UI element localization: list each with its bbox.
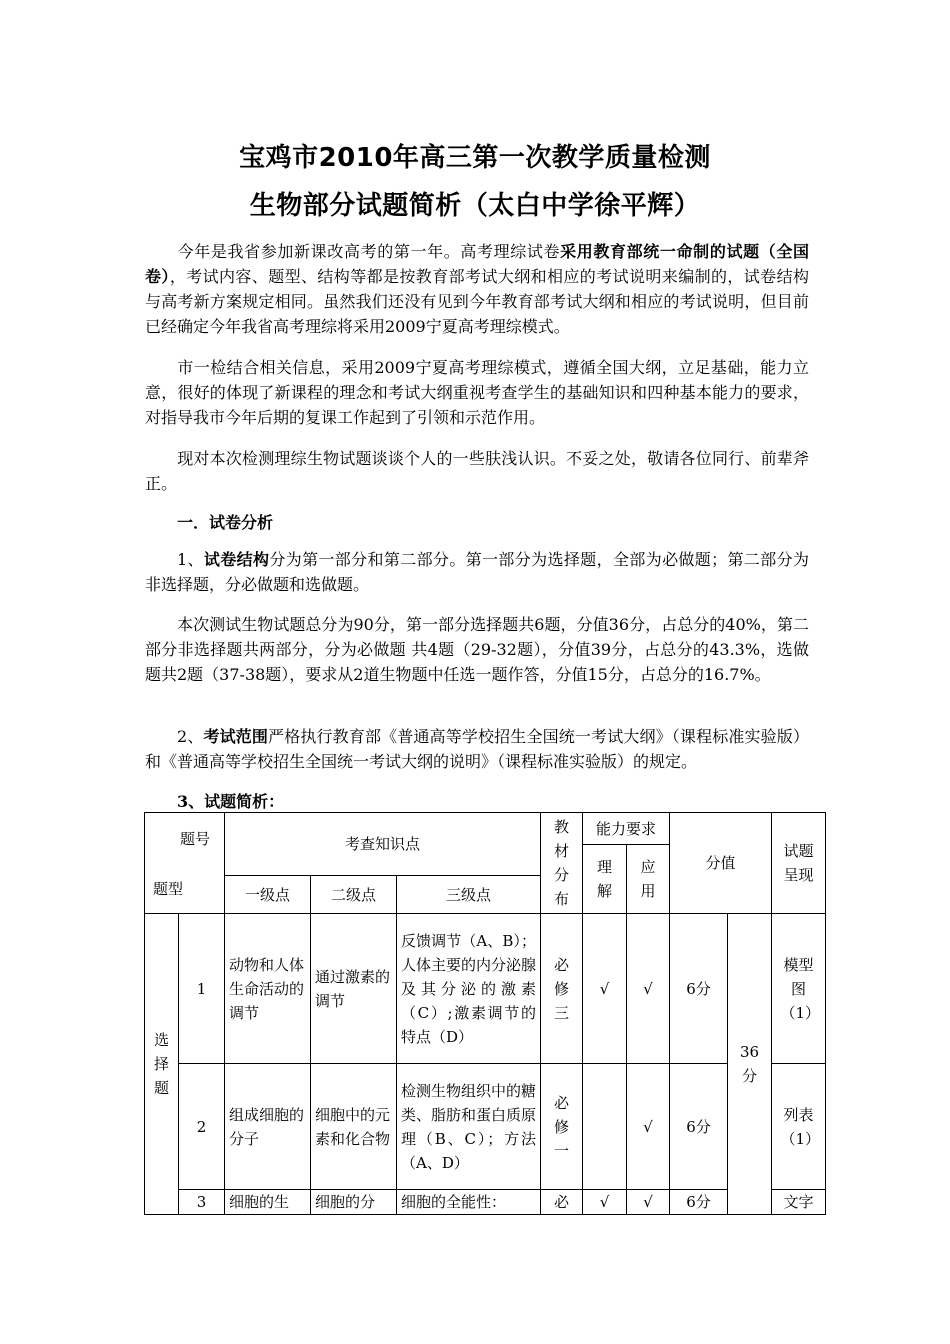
paragraph-exam-overview: 市一检结合相关信息，采用2009宁夏高考理综模式，遵循全国大纲，立足基础，能力立意，很好的体现了新课程的理念和考试大纲重视考查学生的基础知识和四种基本能力的要求，对指导我市今年后期的复课工作起到了引领和示范作用。 [145,358,809,427]
textbook: 必 [541,1190,583,1215]
level3-point: 反馈调节（A、B）；人体主要的内分泌腺及其分泌的激素（C）;激素调节的特点（D） [397,914,541,1064]
header-knowledge-points: 考查知识点 [225,813,541,876]
table-row [145,914,826,1064]
question-score: 6分 [670,914,728,1064]
header-apply: 应用 [627,845,670,914]
level3-point: 检测生物组织中的糖类、脂肪和蛋白质原理（B、C）；方法（A、D） [397,1064,541,1190]
question-number: 2 [179,1064,225,1190]
header-question-number: 题号 [179,830,210,848]
apply-mark: √ [627,1190,670,1215]
level1-point: 组成细胞的分子 [225,1064,311,1190]
textbook: 必修一 [541,1064,583,1190]
understand-mark: √ [583,914,627,1064]
apply-mark: √ [627,1064,670,1190]
page-title: 宝鸡市2010年高三第一次教学质量检测 [239,143,711,173]
level2-point: 细胞的分 [311,1190,397,1215]
header-level3: 三级点 [397,876,541,914]
paragraph-intro: 今年是我省参加新课改高考的第一年。高考理综试卷采用教育部统一命制的试题（全国卷），考试内容、题型、结构等都是按教育部考试大纲和相应的考试说明来编制的，试卷结构与高考新方案规定相同。虽然我们还没有见到今年教育部考试大纲和相应的考试说明，但目前已经确定今年我省高考理综将采用2009宁夏高考理综模式。 [145,242,809,336]
total-score: 36分 [728,914,772,1215]
header-level1: 一级点 [225,876,311,914]
section-heading-paper-analysis: 一．试卷分析 [177,513,274,532]
level3-point: 细胞的全能性： [397,1190,541,1215]
understand-mark: √ [583,1190,627,1215]
presentation: 列表（1） [772,1064,826,1190]
table-row [145,1190,826,1215]
header-question-type-cell [145,813,225,914]
header-understand: 理解 [583,845,627,914]
subsection-heading-question-analysis: 3、试题简析： [177,792,285,811]
presentation: 模型图（1） [772,914,826,1064]
understand-mark [583,1064,627,1190]
presentation: 文字 [772,1190,826,1215]
question-analysis-table [144,812,826,1215]
level1-point: 动物和人体生命活动的调节 [225,914,311,1064]
level2-point: 细胞中的元素和化合物 [311,1064,397,1190]
paragraph-paper-structure: 1、试卷结构分为第一部分和第二部分。第一部分为选择题，全部为必做题；第二部分为非选择题，分必做题和选做题。 [145,550,809,594]
question-score: 6分 [670,1064,728,1190]
level2-point: 通过激素的调节 [311,914,397,1064]
header-textbook: 教材分布 [541,813,583,914]
header-question-type: 题型 [153,880,184,898]
header-ability: 能力要求 [583,813,670,845]
paragraph-exam-scope: 2、考试范围严格执行教育部《普通高等学校招生全国统一考试大纲》（课程标准实验版）和《普通高等学校招生全国统一考试大纲的说明》（课程标准实验版）的规定。 [145,727,809,771]
header-presentation: 试题呈现 [772,813,826,914]
question-number: 1 [179,914,225,1064]
question-number: 3 [179,1190,225,1215]
paragraph-preface: 现对本次检测理综生物试题谈谈个人的一些肤浅认识。不妥之处，敬请各位同行、前辈斧正。 [145,449,809,493]
paragraph-score-distribution: 本次测试生物试题总分为90分，第一部分选择题共6题，分值36分，占总分的40%，第二部分非选择题共两部分，分为必做题 共4题（29-32题），分值39分，占总分的43.3%，选做题共2题（37-38题），要求从2道生物题中任选一题作答，分值15分，占总分的16.7%。 [145,615,809,684]
level1-point: 细胞的生 [225,1190,311,1215]
apply-mark: √ [627,914,670,1064]
question-score: 6分 [670,1190,728,1215]
question-type-choice: 选择题 [145,914,179,1215]
table-row [145,1064,826,1190]
header-score: 分值 [670,813,772,914]
header-level2: 二级点 [311,876,397,914]
page-subtitle: 生物部分试题简析（太白中学徐平辉） [249,191,701,221]
textbook: 必修三 [541,914,583,1064]
